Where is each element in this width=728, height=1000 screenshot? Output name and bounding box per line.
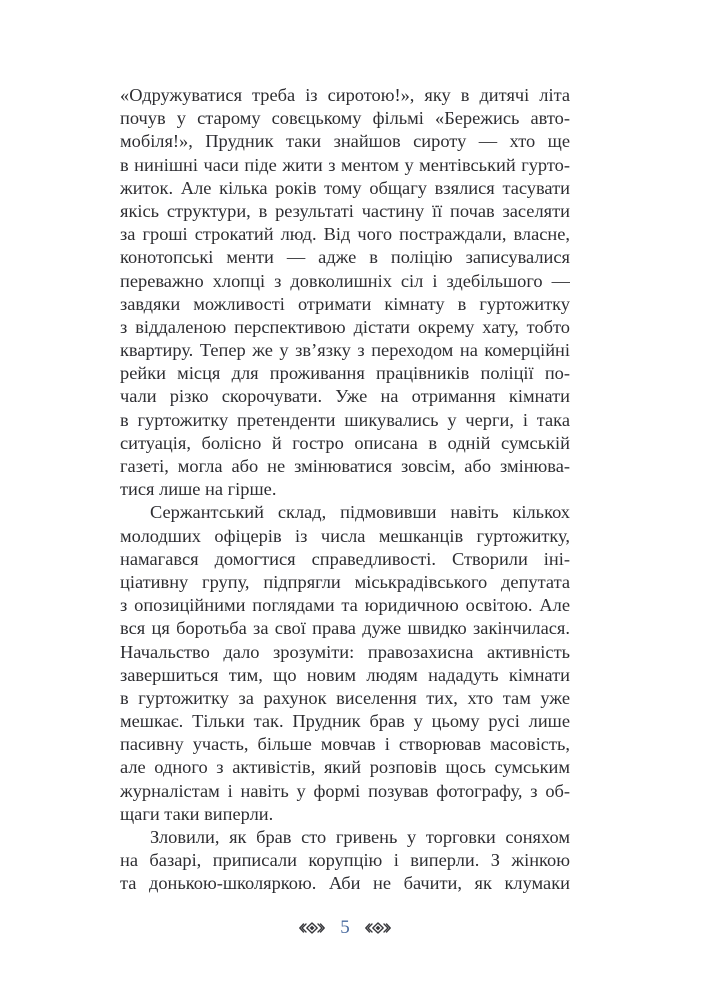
fleuron-right-ornament-icon bbox=[365, 922, 391, 934]
text-line: переважно хлопці з довколишніх сіл і здебільшого — bbox=[120, 270, 570, 291]
text-line: газеті, могла або не змінюватися зовсім, або змінюва- bbox=[120, 456, 570, 476]
paragraph bbox=[120, 501, 570, 826]
text-line: Зловили, як брав сто гривень у торговки соняхом bbox=[150, 827, 570, 847]
text-line: в гуртожитку за рахунок виселення тих, хто там уже bbox=[120, 687, 570, 708]
text-line: мобіля!», Прудник таки знайшов сироту — хто ще bbox=[120, 131, 570, 152]
text-line: журналістам і навіть у формі позував фотографу, з об- bbox=[120, 780, 570, 801]
text-line: пасивну участь, більше мовчав і створював масовість, bbox=[120, 734, 570, 755]
text-line: та донькою-школяркою. Аби не бачити, як клумаки bbox=[120, 873, 570, 894]
text-line: щаги таки виперли. bbox=[120, 803, 274, 824]
text-line: «Одружуватися треба із сиротою!», яку в дитячі літа bbox=[120, 85, 570, 105]
text-block bbox=[120, 84, 570, 896]
text-line: намагався домогтися справедливості. Створили іні- bbox=[120, 548, 570, 569]
text-line: ситуація, болісно й гостро описана в одній сумській bbox=[120, 432, 570, 453]
text-line: в нинішні часи піде жити з ментом у ментівський гурто- bbox=[120, 154, 570, 175]
text-line: житок. Але кілька років тому общагу взялися тасувати bbox=[120, 177, 570, 198]
fleuron-left-ornament-icon bbox=[299, 922, 325, 934]
text-line: рейки місця для проживання працівників поліції по- bbox=[120, 363, 570, 384]
paragraph bbox=[120, 826, 570, 896]
text-line: конотопські менти — адже в поліцію записувалися bbox=[120, 247, 570, 268]
text-line: ціативну групу, підпрягли міськрадівського депутата bbox=[120, 571, 570, 592]
text-line: почув у старому совєцькому фільмі «Бережись авто- bbox=[120, 108, 570, 129]
page-footer bbox=[120, 914, 570, 942]
text-line: в гуртожитку претенденти шикувались у черги, і така bbox=[120, 409, 570, 430]
text-line: вся ця боротьба за свої права дуже швидко закінчилася. bbox=[120, 618, 570, 639]
text-line: Начальство дало зрозуміти: правозахисна активність bbox=[120, 641, 570, 662]
text-line: квартиру. Тепер же у зв’язку з переходом на комерційні bbox=[120, 340, 570, 361]
text-line: завдяки можливості отримати кімнату в гуртожитку bbox=[120, 293, 570, 314]
text-line: чали різко скорочувати. Уже на отримання кімнати bbox=[120, 386, 570, 407]
text-line: завершиться тим, що новим людям нададуть кімнати bbox=[120, 664, 570, 685]
page-number: 5 bbox=[340, 917, 350, 938]
text-line: але одного з активістів, який розповів щось сумським bbox=[120, 757, 570, 778]
text-line: Сержантський склад, підмовивши навіть кількох bbox=[150, 502, 570, 523]
text-line: на базарі, приписали корупцію і виперли. З жінкою bbox=[120, 850, 570, 871]
text-line: мешкає. Тільки так. Прудник брав у цьому русі лише bbox=[120, 711, 570, 732]
text-line: тися лише на гірше. bbox=[120, 479, 277, 500]
text-line: якісь структури, в результаті частину її почав заселяти bbox=[120, 200, 570, 221]
text-line: з опозиційними поглядами та юридичною освітою. Але bbox=[120, 595, 570, 616]
text-line: з віддаленою перспективою дістати окрему хату, тобто bbox=[120, 316, 570, 337]
text-line: за гроші строкатий люд. Від чого постраждали, власне, bbox=[120, 224, 570, 245]
text-line: молодших офіцерів із числа мешканців гуртожитку, bbox=[120, 525, 570, 546]
paragraph bbox=[120, 84, 570, 501]
